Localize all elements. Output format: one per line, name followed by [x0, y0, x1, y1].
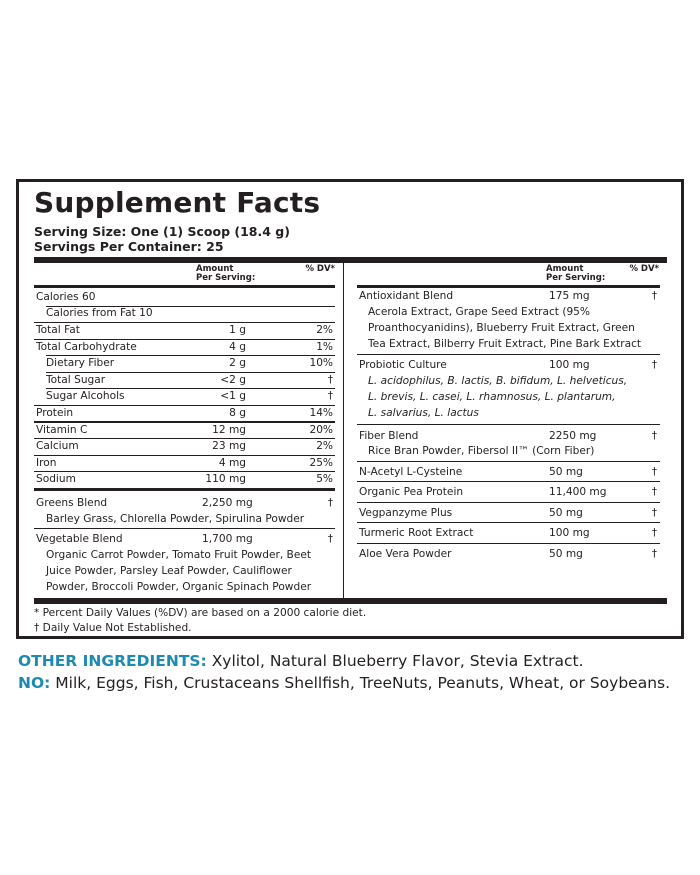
row-divider: [34, 339, 335, 340]
row-divider: [46, 355, 335, 356]
nutrient-amount: 23 mg: [212, 440, 246, 452]
ingredient-amount: 50 mg: [549, 466, 583, 478]
blend-dv: †: [651, 359, 657, 371]
row-divider: [34, 405, 335, 406]
nutrient-name: Calcium: [36, 440, 79, 452]
blend-amount: 1,700 mg: [202, 533, 253, 545]
row-divider: [34, 438, 335, 439]
header-amount: Amount: [546, 264, 584, 274]
nutrient-amount: 4 mg: [218, 457, 246, 469]
serving-size: Serving Size: One (1) Scoop (18.4 g): [34, 224, 290, 239]
nutrient-name: Sodium: [36, 473, 76, 485]
ingredient-name: Vegpanzyme Plus: [359, 507, 453, 519]
panel-title: Supplement Facts: [34, 186, 321, 219]
nutrient-dv: †: [327, 374, 333, 386]
ingredient-dv: †: [651, 548, 657, 560]
blend-name: Fiber Blend: [359, 430, 419, 442]
allergen-free-statement: [18, 673, 670, 693]
blend-description: Rice Bran Powder, Fibersol II™ (Corn Fiber): [368, 445, 595, 457]
blend-description: Barley Grass, Chlorella Powder, Spirulina Powder: [46, 513, 305, 525]
nutrient-dv: 2%: [316, 324, 333, 336]
row-divider: [46, 372, 335, 373]
nutrient-amount: <1 g: [220, 390, 246, 402]
nutrient-name: Sugar Alcohols: [46, 390, 125, 402]
blend-amount: 2,250 mg: [202, 497, 253, 509]
ingredient-dv: †: [651, 507, 657, 519]
ingredient-dv: †: [651, 527, 657, 539]
blend-dv: †: [651, 430, 657, 442]
nutrient-amount: 4 g: [229, 341, 246, 353]
footnote-dagger: † Daily Value Not Established.: [34, 622, 192, 634]
nutrient-name: Protein: [36, 407, 74, 419]
blend-description: Tea Extract, Bilberry Fruit Extract, Pine Bark Extract: [368, 338, 642, 350]
row-divider: [46, 388, 335, 389]
row-divider: [357, 481, 660, 482]
blend-amount: 100 mg: [549, 359, 590, 371]
ingredient-dv: †: [651, 466, 657, 478]
ingredient-amount: 11,400 mg: [549, 486, 607, 498]
blend-dv: †: [651, 290, 657, 302]
row-divider: [34, 471, 335, 472]
row-divider: [357, 543, 660, 544]
row-divider: [34, 528, 335, 529]
blend-description: L. acidophilus, B. lactis, B. bifidum, L. helveticus,: [368, 375, 628, 387]
blend-name: Vegetable Blend: [36, 533, 123, 545]
row-divider-bold: [34, 421, 335, 423]
blend-dv: †: [327, 533, 333, 545]
supplement-facts-panel: [16, 179, 684, 639]
header-amount: Amount: [196, 264, 234, 274]
servings-per-container: Servings Per Container: 25: [34, 239, 224, 254]
ingredient-name: N-Acetyl L-Cysteine: [359, 466, 463, 478]
thick-divider-bottom: [34, 598, 667, 604]
other-ingredients-text: Xylitol, Natural Blueberry Flavor, Stevia Extract.: [206, 652, 584, 670]
blend-amount: 175 mg: [549, 290, 590, 302]
nutrient-amount: <2 g: [220, 374, 246, 386]
nutrient-name: Total Fat: [36, 324, 80, 336]
nutrient-name: Calories 60: [36, 291, 96, 303]
row-divider: [34, 455, 335, 456]
ingredient-dv: †: [651, 486, 657, 498]
ingredient-amount: 100 mg: [549, 527, 590, 539]
left-header-rule: [34, 285, 335, 288]
nutrient-name: Vitamin C: [36, 424, 88, 436]
nutrient-dv: 10%: [309, 357, 333, 369]
header-dv: % DV*: [629, 264, 659, 274]
ingredient-name: Organic Pea Protein: [359, 486, 464, 498]
blend-description: Organic Carrot Powder, Tomato Fruit Powder, Beet: [46, 549, 312, 561]
no-label: NO:: [18, 674, 51, 692]
header-per-serving: Per Serving:: [546, 273, 606, 283]
ingredient-name: Aloe Vera Powder: [359, 548, 452, 560]
nutrient-dv: 5%: [316, 473, 333, 485]
blend-description: Juice Powder, Parsley Leaf Powder, Cauliflower: [46, 565, 292, 577]
nutrient-dv: 2%: [316, 440, 333, 452]
header-per-serving: Per Serving:: [196, 273, 256, 283]
row-divider: [357, 502, 660, 503]
nutrient-amount: 110 mg: [205, 473, 246, 485]
nutrient-amount: 12 mg: [212, 424, 246, 436]
nutrient-amount: 2 g: [229, 357, 246, 369]
blend-name: Antioxidant Blend: [359, 290, 454, 302]
nutrient-name: Iron: [36, 457, 57, 469]
other-ingredients: [18, 651, 584, 671]
nutrient-name: Total Carbohydrate: [36, 341, 137, 353]
nutrient-name: Dietary Fiber: [46, 357, 115, 369]
right-header-rule: [357, 285, 660, 288]
thick-divider-left: [34, 488, 335, 491]
footnote-dv: * Percent Daily Values (%DV) are based on a 2000 calorie diet.: [34, 607, 367, 619]
other-ingredients-label: OTHER INGREDIENTS:: [18, 652, 207, 670]
blend-description: Proanthocyanidins), Blueberry Fruit Extract, Green: [368, 322, 635, 334]
header-dv: % DV*: [305, 264, 335, 274]
blend-name: Greens Blend: [36, 497, 108, 509]
blend-description: Acerola Extract, Grape Seed Extract (95%: [368, 306, 590, 318]
blend-description: L. salvarius, L. lactus: [368, 407, 479, 419]
nutrient-dv: 14%: [309, 407, 333, 419]
no-text: Milk, Eggs, Fish, Crustaceans Shellfish, TreeNuts, Peanuts, Wheat, or Soybeans.: [50, 674, 671, 692]
nutrient-dv: 1%: [316, 341, 333, 353]
nutrient-dv: 20%: [309, 424, 333, 436]
row-divider: [357, 461, 660, 462]
thick-divider-top: [34, 257, 667, 263]
ingredient-name: Turmeric Root Extract: [359, 527, 474, 539]
blend-name: Probiotic Culture: [359, 359, 447, 371]
blend-amount: 2250 mg: [549, 430, 597, 442]
row-divider: [34, 322, 335, 323]
nutrient-amount: 1 g: [229, 324, 246, 336]
ingredient-amount: 50 mg: [549, 507, 583, 519]
row-divider: [357, 424, 660, 425]
row-divider: [357, 522, 660, 523]
nutrient-dv: †: [327, 390, 333, 402]
column-divider: [343, 263, 344, 598]
row-divider: [357, 354, 660, 355]
nutrient-name: Total Sugar: [46, 374, 106, 386]
blend-dv: †: [327, 497, 333, 509]
nutrient-name: Calories from Fat 10: [46, 307, 153, 319]
nutrient-dv: 25%: [309, 457, 333, 469]
ingredient-amount: 50 mg: [549, 548, 583, 560]
blend-description: Powder, Broccoli Powder, Organic Spinach Powder: [46, 581, 312, 593]
blend-description: L. brevis, L. casei, L. rhamnosus, L. plantarum,: [368, 391, 616, 403]
nutrient-amount: 8 g: [229, 407, 246, 419]
